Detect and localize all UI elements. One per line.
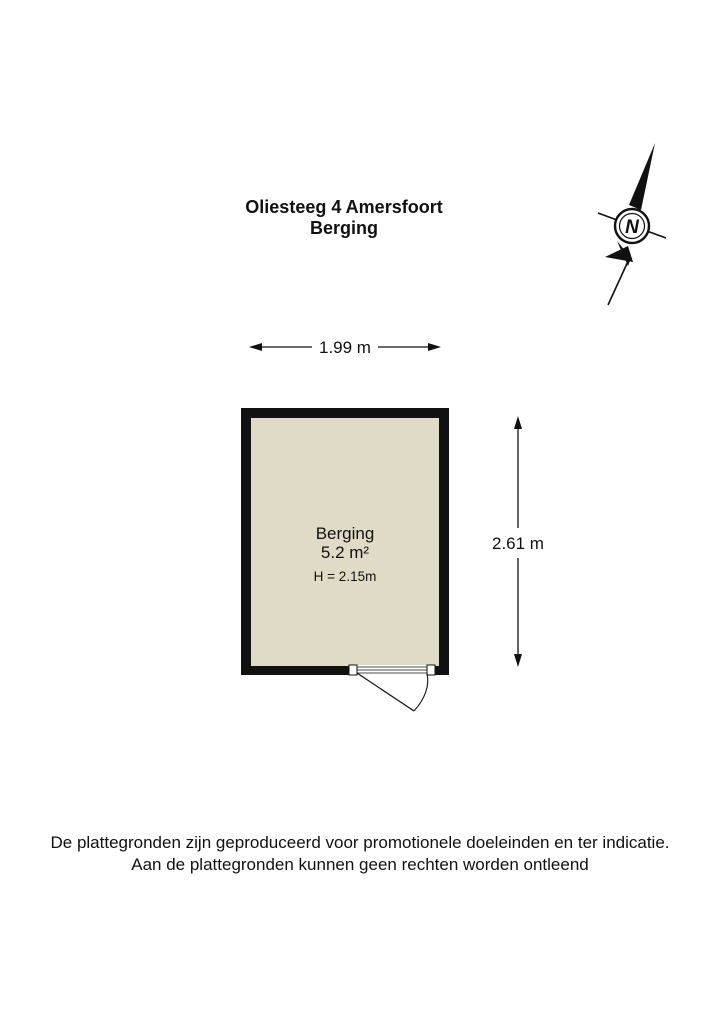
- north-arrow-icon: [598, 143, 666, 305]
- disclaimer: [0, 832, 720, 876]
- room-berging: [241, 408, 449, 711]
- disclaimer-line-2: Aan de plattegronden kunnen geen rechten worden ontleend: [131, 855, 589, 874]
- address-title: Oliesteeg 4 Amersfoort: [245, 197, 443, 217]
- width-dimension: [249, 338, 441, 357]
- height-dimension: [492, 416, 544, 667]
- room-name: Berging: [315, 524, 375, 543]
- room-ceiling-height: H = 2.15m: [313, 569, 377, 584]
- door-swing-icon: [357, 673, 428, 711]
- room-area: 5.2 m²: [320, 543, 370, 562]
- width-label: 1.99 m: [319, 338, 371, 357]
- floor-name-title: Berging: [309, 218, 378, 238]
- compass-letter: N: [625, 217, 639, 238]
- height-label: 2.61 m: [492, 534, 544, 553]
- disclaimer-line-1: De plattegronden zijn geproduceerd voor promotionele doeleinden en ter indicatie.: [50, 833, 670, 852]
